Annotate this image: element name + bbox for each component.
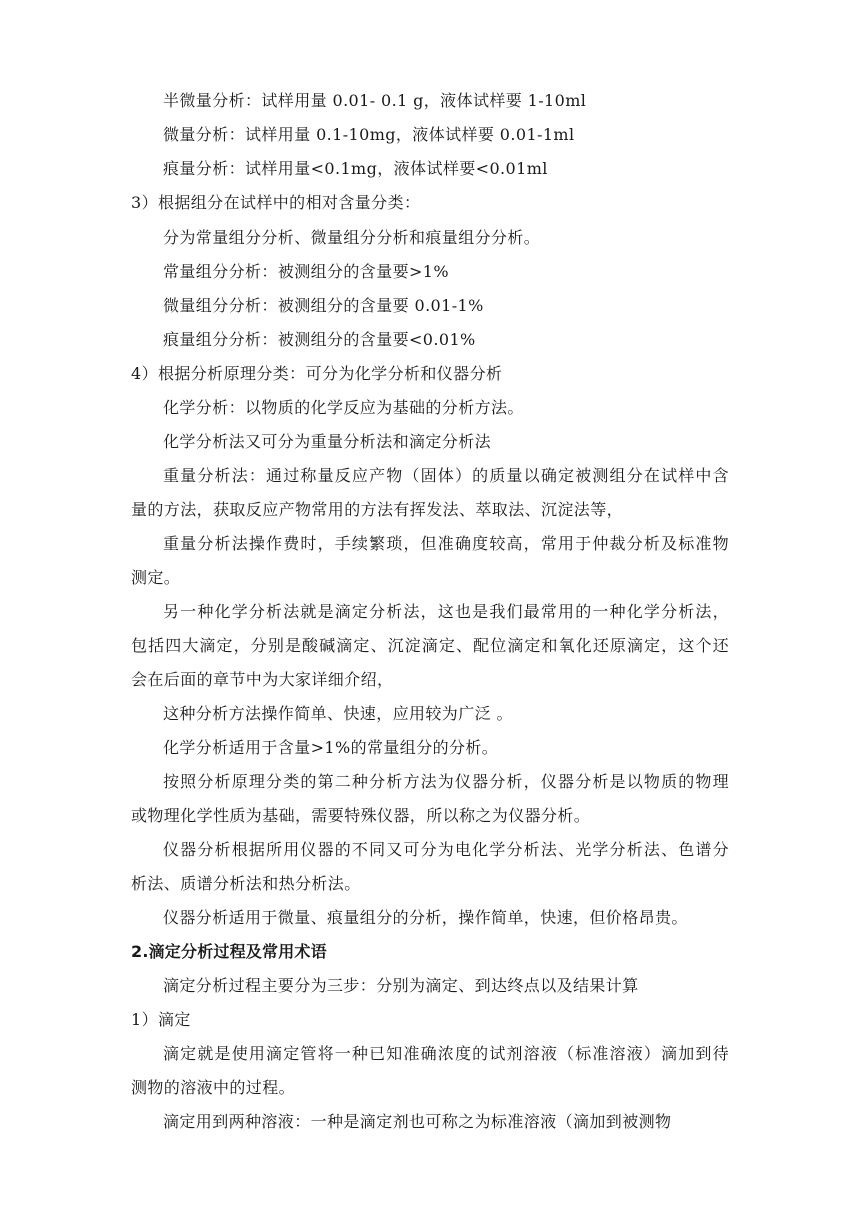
text-line: 或物理化学性质为基础，需要特殊仪器，所以称之为仪器分析。 bbox=[131, 806, 591, 825]
section-heading: 2.滴定分析过程及常用术语 bbox=[131, 942, 327, 961]
text-line: 这种分析方法操作简单、快速，应用较为广泛 。 bbox=[163, 704, 513, 723]
text-line: 4）根据分析原理分类：可分为化学分析和仪器分析 bbox=[131, 364, 503, 383]
text-line: 微量组分分析：被测组分的含量要 0.01-1% bbox=[163, 296, 484, 315]
text-line: 分为常量组分分析、微量组分分析和痕量组分分析。 bbox=[163, 228, 541, 247]
text-line: 包括四大滴定，分别是酸碱滴定、沉淀滴定、配位滴定和氧化还原滴定，这个还 bbox=[131, 636, 729, 655]
text-line: 半微量分析：试样用量 0.01- 0.1 g，液体试样要 1-10ml bbox=[163, 91, 587, 110]
text-line: 仪器分析根据所用仪器的不同又可分为电化学分析法、光学分析法、色谱分 bbox=[163, 840, 729, 859]
text-line: 化学分析适用于含量>1%的常量组分的分析。 bbox=[163, 738, 499, 757]
text-line: 常量组分分析：被测组分的含量要>1% bbox=[163, 262, 449, 281]
text-line: 会在后面的章节中为大家详细介绍， bbox=[131, 670, 394, 689]
text-line: 重量分析法操作费时，手续繁琐，但准确度较高，常用于仲裁分析及标准物 bbox=[163, 534, 729, 553]
text-line: 1）滴定 bbox=[131, 1010, 191, 1029]
text-line: 滴定用到两种溶液：一种是滴定剂也可称之为标准溶液（滴加到被测物 bbox=[163, 1112, 672, 1131]
text-line: 滴定分析过程主要分为三步：分别为滴定、到达终点以及结果计算 bbox=[163, 976, 639, 995]
text-line: 化学分析：以物质的化学反应为基础的分析方法。 bbox=[163, 398, 524, 417]
text-line: 测物的溶液中的过程。 bbox=[131, 1078, 296, 1097]
text-line: 析法、质谱分析法和热分析法。 bbox=[131, 874, 361, 893]
text-line: 痕量组分分析：被测组分的含量要<0.01% bbox=[163, 330, 476, 349]
text-line: 痕量分析：试样用量<0.1mg，液体试样要<0.01ml bbox=[163, 159, 548, 178]
text-line: 测定。 bbox=[131, 568, 181, 587]
text-line: 量的方法，获取反应产物常用的方法有挥发法、萃取法、沉淀法等， bbox=[131, 500, 624, 519]
text-line: 仪器分析适用于微量、痕量组分的分析，操作简单，快速，但价格昂贵。 bbox=[163, 908, 688, 927]
text-line: 化学分析法又可分为重量分析法和滴定分析法 bbox=[163, 432, 492, 451]
text-line: 滴定就是使用滴定管将一种已知准确浓度的试剂溶液（标准溶液）滴加到待 bbox=[163, 1044, 729, 1063]
text-line: 按照分析原理分类的第二种分析方法为仪器分析，仪器分析是以物质的物理 bbox=[163, 772, 729, 791]
text-line: 重量分析法：通过称量反应产物（固体）的质量以确定被测组分在试样中含 bbox=[163, 466, 729, 485]
text-line: 另一种化学分析法就是滴定分析法，这也是我们最常用的一种化学分析法， bbox=[163, 602, 729, 621]
text-line: 3）根据组分在试样中的相对含量分类： bbox=[131, 193, 421, 212]
text-line: 微量分析：试样用量 0.1-10mg，液体试样要 0.01-1ml bbox=[163, 125, 575, 144]
